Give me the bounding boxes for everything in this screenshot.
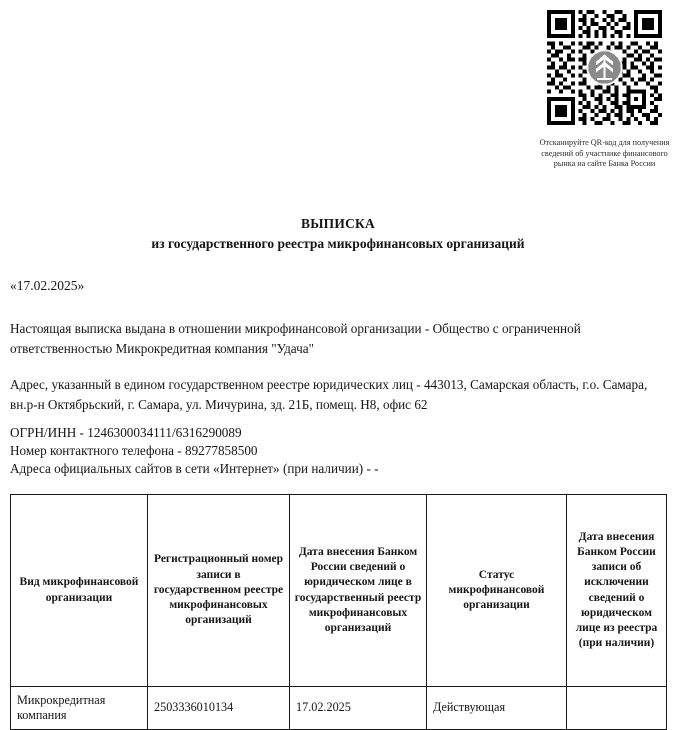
cell-exclusion-date <box>567 687 667 730</box>
column-header-kind: Вид микрофинансовой организации <box>11 495 148 687</box>
ogrn-inn-line: ОГРН/ИНН - 1246300034111/6316290089 <box>10 425 242 440</box>
qr-caption: Отсканируйте QR-код для получения сведений об участнике финансового рынка на сайте Банка России <box>539 138 670 169</box>
column-header-regnum: Регистрационный номер записи в государственном реестре микрофинансовых организаций <box>148 495 290 687</box>
cell-status: Действующая <box>427 687 567 730</box>
page-title: ВЫПИСКА <box>301 216 375 231</box>
cell-entry-date: 17.02.2025 <box>290 687 427 730</box>
page-subtitle: из государственного реестра микрофинансовых организаций <box>151 236 525 251</box>
table-row <box>11 687 667 730</box>
table-header-row <box>11 495 667 687</box>
registry-table <box>10 494 667 730</box>
cell-kind: Микрокредитная компания <box>11 687 148 730</box>
address-paragraph: Адрес, указанный в едином государственном реестре юридических лиц - 443013, Самарская область, г.о. Самара, вн.р-н Октябрьский, г. Самара, ул. Мичурина, зд. 21Б, помещ. Н8, офис 62 <box>10 377 648 412</box>
issued-paragraph: Настоящая выписка выдана в отношении микрофинансовой организации - Общество с ограниченной ответственностью Микрокредитная компания "Удача" <box>10 321 581 356</box>
phone-line: Номер контактного телефона - 89277858500 <box>10 443 258 458</box>
qr-code-icon[interactable] <box>547 10 662 125</box>
websites-line: Адреса официальных сайтов в сети «Интернет» (при наличии) - - <box>10 461 379 476</box>
cell-registration-number: 2503336010134 <box>148 687 290 730</box>
column-header-exclusion: Дата внесения Банком России записи об исключении сведений о юридическом лице из реестра (при наличии) <box>567 495 667 687</box>
bank-of-russia-emblem-icon <box>586 49 622 85</box>
qr-block <box>533 8 676 170</box>
document-date: «17.02.2025» <box>10 278 85 293</box>
column-header-status: Статус микрофинансовой организации <box>427 495 567 687</box>
column-header-entry-date: Дата внесения Банком России сведений о юридическом лице в государственный реестр микрофинансовых организаций <box>290 495 427 687</box>
